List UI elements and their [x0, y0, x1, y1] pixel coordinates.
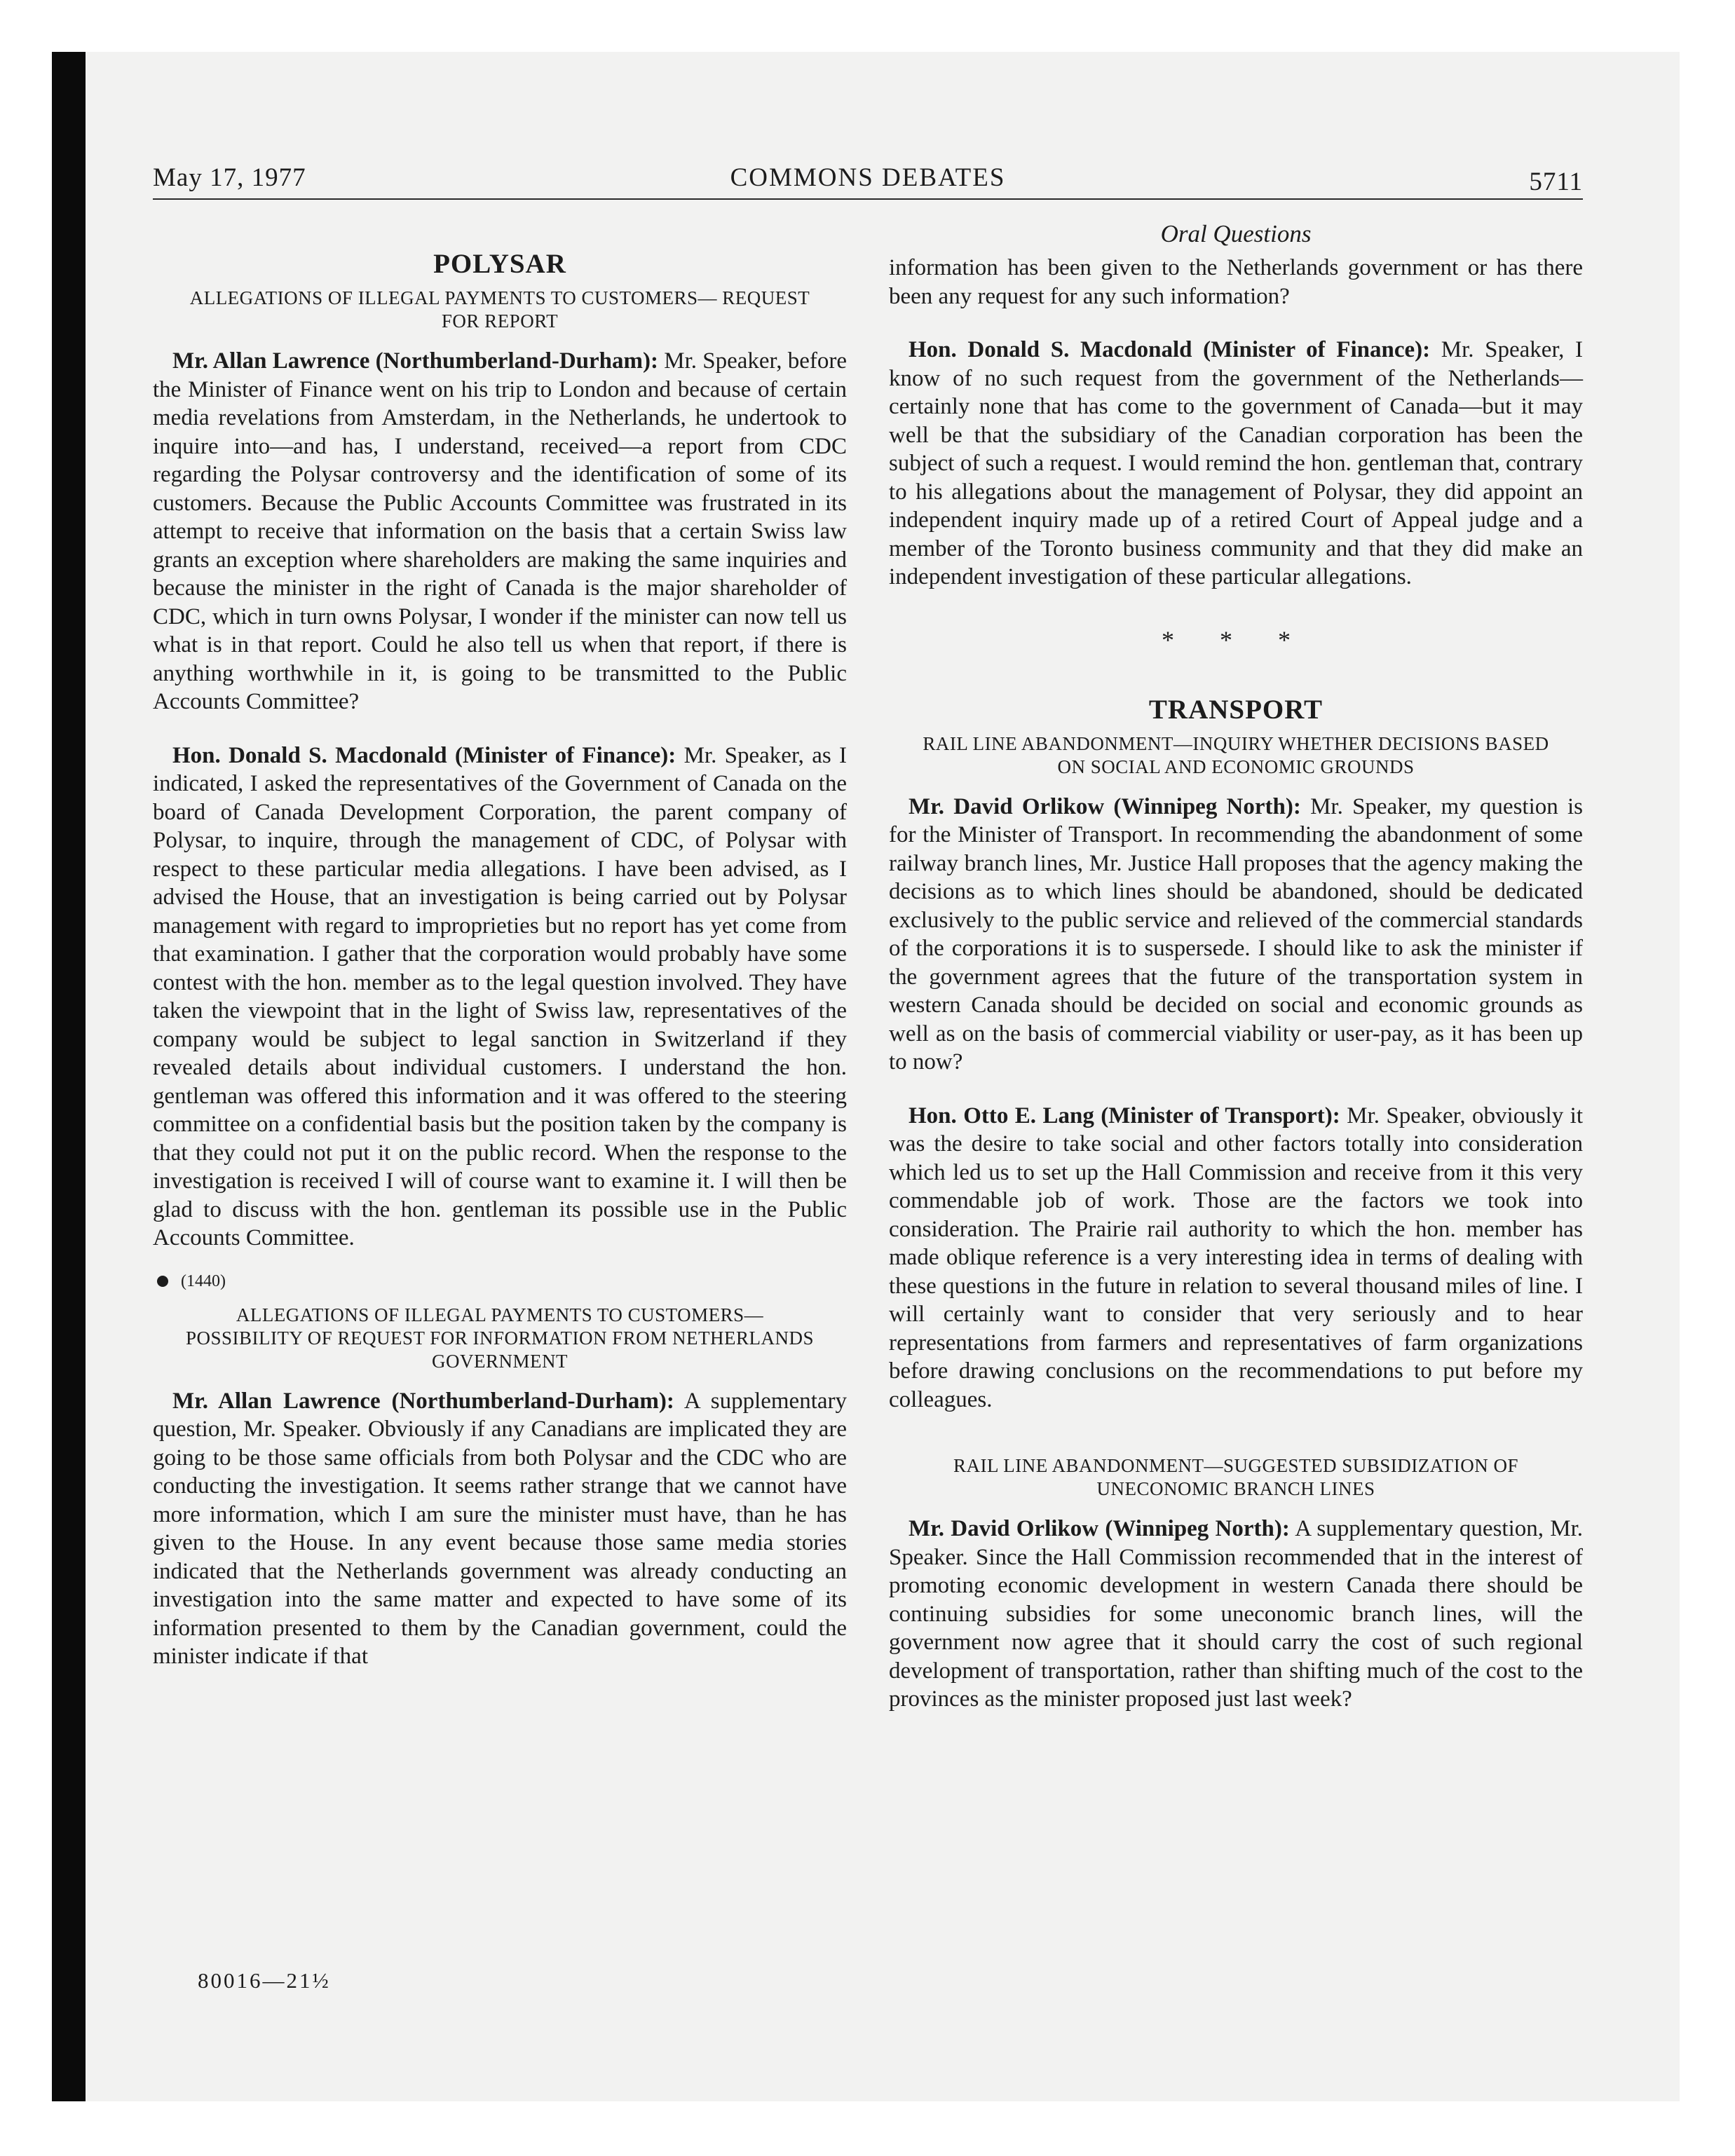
speech-text: Mr. Speaker, I know of no such request from the government of the Netherlands—certainly none that has come to the government of Canada—but it may well be that the subsidiary of the Canadian corporation has been the subject of such a request. I would remind the hon. gentleman that, contrary to his allegations about the management of Polysar, they did appoint an independent inquiry made up of a retired Court of Appeal judge and a member of the Toronto business community and that they did make an independent investigation of these particular allegations.: [889, 337, 1583, 589]
subject-heading: RAIL LINE ABANDONMENT—INQUIRY WHETHER DECISIONS BASED ON SOCIAL AND ECONOMIC GROUNDS: [923, 732, 1549, 777]
right-column: [889, 217, 1583, 1714]
speech-text: A supplementary question, Mr. Speaker. Obviously if any Canadians are implicated they are going to be those same officials from both Polysar and the CDC who are conducting the investigation. It seems rather strange that we cannot have more information, which I am sure the minister must have, than he has given to the House. In any event because those same media stories indicated that the Netherlands government was already conducting an investigation into the same matter and expected to have some of its information presented to them by the Canadian government, could the minister indicate if that: [153, 1388, 848, 1669]
footer-code: 80016—21½: [198, 1968, 331, 1993]
speech-paragraph: [153, 1387, 847, 1671]
speaker-name: Hon. Donald S. Macdonald (Minister of Finance):: [909, 337, 1431, 362]
subject-heading: ALLEGATIONS OF ILLEGAL PAYMENTS TO CUSTOMERS— REQUEST FOR REPORT: [189, 287, 810, 332]
speech-text: Mr. Speaker, my question is for the Minister of Transport. In recommending the abandonment of some railway branch lines, Mr. Justice Hall proposes that the agency making the decisions as to which lines should be abandoned, should be dedicated exclusively to the public service and relieved of the commercial standards of the corporations it is to suspersede. I should like to ask the minister if the government agrees that the future of the transportation system in western Canada should be decided on social and economic grounds as well as on the basis of commercial viability or user-pay, as it has been up to now?: [889, 793, 1583, 1074]
running-header: [153, 158, 1583, 198]
speech-paragraph: [889, 336, 1583, 592]
speaker-name: Hon. Donald S. Macdonald (Minister of Finance):: [172, 742, 676, 768]
speech-text: Mr. Speaker, as I indicated, I asked the representatives of the Government of Canada on the board of Canada Development Corporation, the parent company of Polysar, to inquire, through the management of CDC, of Polysar with respect to these particular media allegations. I have been advised, as I advised the House, that an investigation is being carried out by Polysar management with regard to improprieties but no report has yet come from that examination. I gather that the corporation would probably have some contest with the hon. member as to the legal question involved. They have taken the viewpoint that in the light of Swiss law, representatives of the company would be subject to legal sanction in Switzerland if they revealed details about individual customers. I understand the hon. gentleman was offered this information and it was offered to the steering committee on a confidential basis but the position taken by the company is that they could not put it on the public record. When the response to the investigation is received I will of course want to examine it. I will then be glad to discuss with the hon. gentleman its possible use in the Public Accounts Committee.: [153, 742, 847, 1250]
oral-questions-subheader: Oral Questions: [1160, 220, 1312, 247]
section-title-polysar: POLYSAR: [433, 249, 566, 279]
left-column: [153, 217, 847, 1671]
time-marker-text: (1440): [181, 1271, 226, 1290]
speech-paragraph: [153, 347, 847, 716]
speech-paragraph: [889, 1515, 1583, 1714]
header-date: May 17, 1977: [153, 163, 306, 192]
speaker-name: Mr. Allan Lawrence (Northumberland-Durham):: [172, 1388, 674, 1414]
speech-text: Mr. Speaker, obviously it was the desire to take social and other factors totally into consideration which led us to set up the Hall Commission and receive from it this very commendable job of work. Those are the factors we took into consideration. The Prairie rail authority to which the hon. member has made oblique reference is a very interesting idea in terms of dealing with these questions in the future in relation to several thousand miles of line. I will certainly want to consider that very seriously and to hear representations from farmers and representatives of farm organizations before drawing conclusions on the recommendations to put before my colleagues.: [889, 1103, 1583, 1412]
bullet-icon: [157, 1276, 168, 1287]
header-publication: COMMONS DEBATES: [730, 163, 1006, 192]
speaker-name: Hon. Otto E. Lang (Minister of Transport):: [909, 1103, 1340, 1128]
subject-heading: ALLEGATIONS OF ILLEGAL PAYMENTS TO CUSTOMERS— POSSIBILITY OF REQUEST FOR INFORMATION FROM NETHERLANDS GOVERNMENT: [185, 1304, 815, 1372]
section-divider: * * *: [1162, 625, 1310, 654]
speaker-name: Mr. David Orlikow (Winnipeg North):: [909, 1516, 1290, 1541]
speech-paragraph: [153, 742, 847, 1253]
page-number: 5711: [1529, 168, 1583, 196]
speech-text: Mr. Speaker, before the Minister of Finance went on his trip to London and because of certain media revelations from Amsterdam, in the Netherlands, he undertook to inquire into—and has, I understand, received—a report from CDC regarding the Polysar controversy and the identification of some of its customers. Because the Public Accounts Committee was frustrated in its attempt to receive that information on the basis that a certain Swiss law grants an exception where shareholders are making the same inquiries and because the minister in the right of Canada is the major shareholder of CDC, which in turn owns Polysar, I wonder if the minister can now tell us what is in that report. Could he also tell us when that report, if there is anything worthwhile in it, is going to be transmitted to the Public Accounts Committee?: [153, 348, 847, 714]
speech-text: information has been given to the Netherlands government or has there been any request for any such information?: [889, 255, 1583, 309]
subject-heading: RAIL LINE ABANDONMENT—SUGGESTED SUBSIDIZATION OF UNECONOMIC BRANCH LINES: [953, 1455, 1518, 1499]
time-marker: [153, 1272, 847, 1291]
speech-paragraph: [889, 793, 1583, 1077]
speech-paragraph: [889, 1102, 1583, 1414]
speaker-name: Mr. Allan Lawrence (Northumberland-Durham):: [172, 348, 658, 374]
header-rule: [153, 198, 1583, 200]
speaker-name: Mr. David Orlikow (Winnipeg North):: [909, 793, 1301, 819]
speech-text: A supplementary question, Mr. Speaker. Since the Hall Commission recommended that in the interest of promoting economic development in western Canada there should be continuing subsidies for some uneconomic branch lines, will the government now agree that it should carry the cost of such regional development of transportation, rather than shifting much of the cost to the provinces as the minister proposed just last week?: [889, 1516, 1583, 1712]
section-title-transport: TRANSPORT: [1148, 694, 1324, 725]
speech-paragraph: [889, 254, 1583, 311]
binding-edge: [52, 52, 86, 2101]
